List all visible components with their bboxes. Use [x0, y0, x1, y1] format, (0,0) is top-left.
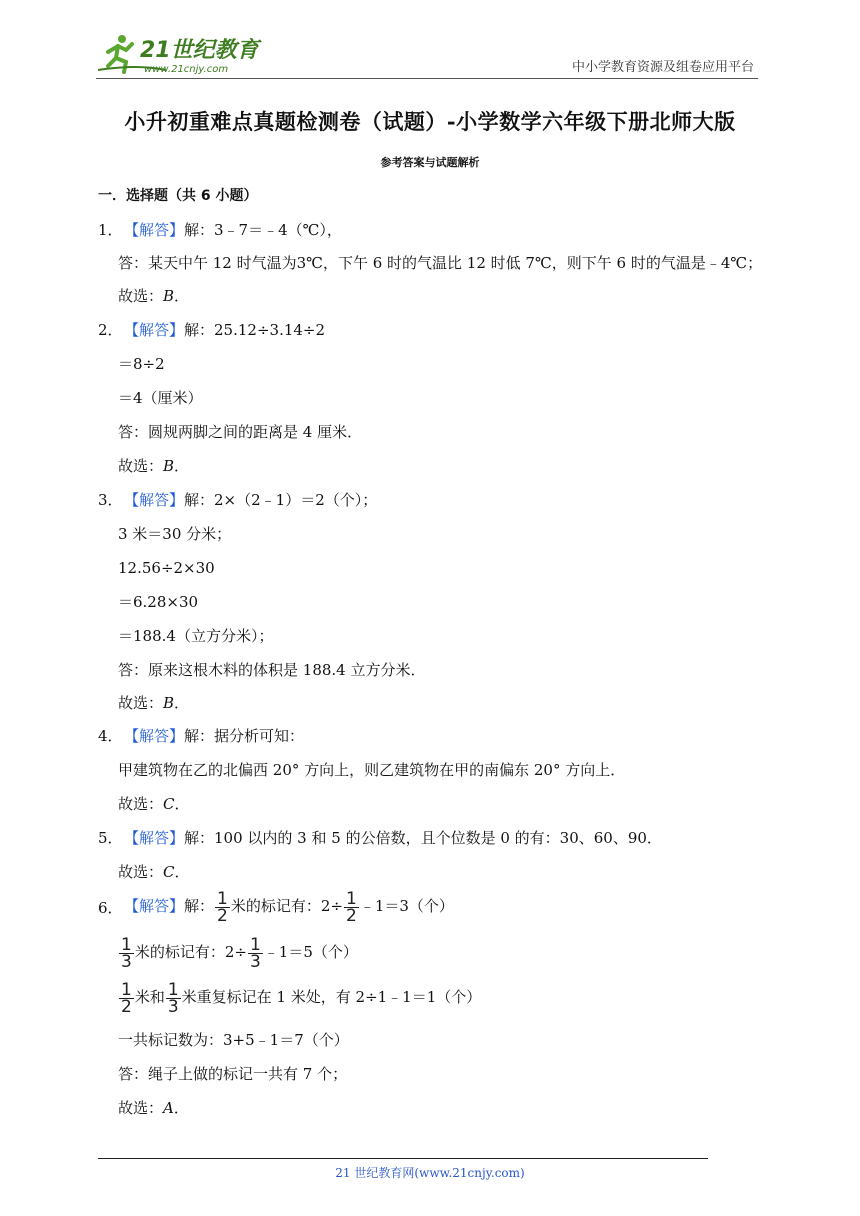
page-subtitle: 参考答案与试题解析 [380, 156, 480, 169]
q6-number: 6． [98, 899, 123, 917]
answer-tag: 【解答】 [124, 897, 185, 915]
q3-line3: 12.56÷2×30 [118, 559, 215, 577]
q6-line5: 答：绳子上做的标记一共有 7 个； [118, 1065, 348, 1083]
page-header [96, 30, 758, 79]
runner-logo-icon [96, 30, 266, 76]
logo-text: 21世纪教育 [140, 38, 259, 63]
fraction-one-half: $\frac{1}{2}$ [345, 888, 357, 926]
fraction-one-third: $\frac{1}{3}$ [249, 934, 261, 972]
q3-line1: 【解答】解：2×（2﹣1）＝2（个）； [124, 491, 378, 509]
q6-line6: 故选：A． [118, 1099, 189, 1117]
fraction-one-third: $\frac{1}{3}$ [167, 979, 179, 1017]
footer-text[interactable]: 21 世纪教育网(www.21cnjy.com) [335, 1166, 525, 1180]
logo-url: www.21cnjy.com [144, 64, 229, 75]
answer-tag: 【解答】 [124, 727, 185, 745]
fraction-one-half: $\frac{1}{2}$ [121, 979, 132, 1017]
fraction-one-third: $\frac{1}{3}$ [121, 934, 132, 972]
q6-line2: $\frac{1}{3}$ 米的标记有：2÷ $\frac{1}{3}$ ﹣1＝5（个） [121, 934, 358, 972]
q2-line2: ＝8÷2 [118, 355, 165, 373]
q4-line2: 甲建筑物在乙的北偏西 20° 方向上，则乙建筑物在甲的南偏东 20° 方向上． [118, 761, 626, 779]
q6-line1: 【解答】解： $\frac{1}{2}$ 米的标记有：2÷ $\frac{1}{2}$ ﹣1＝3（个） [124, 888, 454, 926]
answer-tag: 【解答】 [124, 321, 185, 339]
q3-line6: 答：原来这根木料的体积是 188.4 立方分米． [118, 661, 426, 679]
q2-number: 2． [98, 321, 123, 339]
answer-tag: 【解答】 [124, 491, 185, 509]
q1-line1 [124, 220, 342, 240]
q1-line3: 故选：B． [118, 287, 190, 305]
q2-line5: 故选：B． [118, 457, 190, 475]
q3-line2: 3 米＝30 分米； [118, 525, 232, 543]
q5-line2: 故选：C． [118, 863, 190, 881]
q3-line5: ＝188.4（立方分米）； [118, 627, 274, 645]
q6-line4: 一共标记数为：3+5﹣1＝7（个） [118, 1031, 349, 1049]
q4-line3: 故选：C． [118, 795, 190, 813]
q3-line4: ＝6.28×30 [118, 593, 199, 611]
q1-text: 解：3﹣7＝﹣4（℃）， [184, 221, 342, 239]
q4-number: 4． [98, 727, 123, 745]
section-heading: 一．选择题（共 6 小题） [98, 188, 258, 204]
q1-number: 1． [98, 221, 123, 239]
q3-number: 3． [98, 491, 123, 509]
q1-line2: 答：某天中午 12 时气温为3℃，下午 6 时的气温比 12 时低 7℃，则下午 6 时的气温是﹣4℃； [118, 254, 763, 272]
answer-tag: 【解答】 [124, 829, 185, 847]
q3-line7: 故选：B． [118, 694, 190, 712]
q5-line1: 【解答】解：100 以内的 3 和 5 的公倍数，且个位数是 0 的有：30、60、90． [124, 829, 662, 847]
fraction-one-half: $\frac{1}{2}$ [217, 888, 228, 926]
header-platform-name: 中小学教育资源及组卷应用平台 [571, 60, 754, 75]
site-logo [96, 30, 266, 76]
answer-tag: 【解答】 [124, 221, 185, 239]
q4-line1: 【解答】解：据分析可知： [124, 727, 305, 745]
q2-line1: 【解答】解：25.12÷3.14÷2 [124, 321, 326, 339]
q2-line4: 答：圆规两脚之间的距离是 4 厘米． [118, 423, 363, 441]
q6-line3: $\frac{1}{2}$ 米和 $\frac{1}{3}$ 米重复标记在 1 米处，有 2÷1﹣1＝1（个） [121, 979, 482, 1017]
page-title: 小升初重难点真题检测卷（试题）-小学数学六年级下册北师大版 [124, 109, 736, 134]
footer-divider [98, 1158, 708, 1159]
q5-number: 5． [98, 829, 123, 847]
q2-line3: ＝4（厘米） [118, 389, 203, 407]
